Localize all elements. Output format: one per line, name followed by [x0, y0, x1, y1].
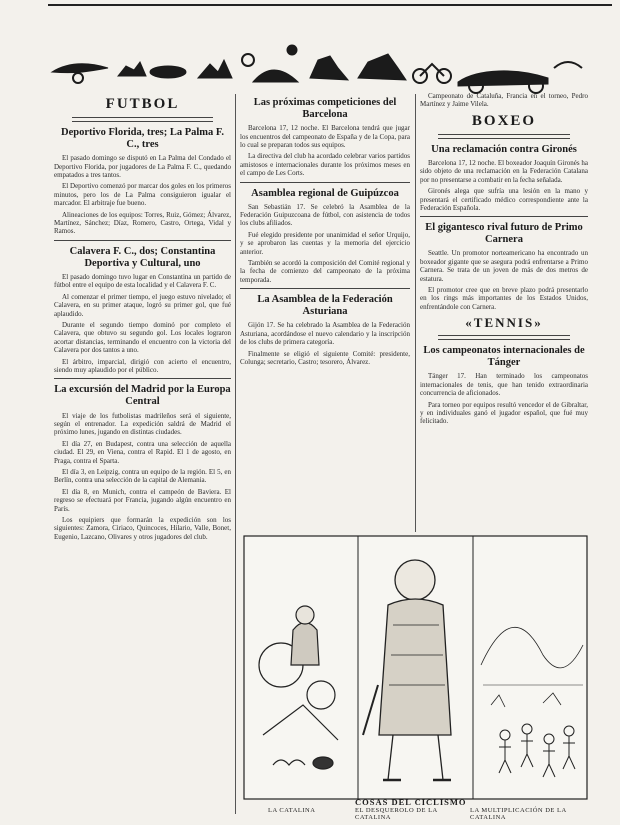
divider [240, 288, 410, 289]
article-paragraph: Durante el segundo tiempo dominó por completo el Calavera, que obtuvo su segundo gol. Los locales lograron acortar distancias, terminando el encuentro con la victoria del Calavera por dos tantos a uno. [54, 320, 231, 355]
article-paragraph: San Sebastián 17. Se celebró la Asamblea de la Federación Guipuzcoana de fútbol, con asistencia de todos los clubs afiliados. [240, 202, 410, 228]
article-paragraph: El pasado domingo se disputó en La Palma del Condado el Deportivo Florida, por jugadores de La Palma F. C., quedando empatados a tres tantos. [54, 154, 231, 179]
cartoon-caption: EL DESQUEROLO DE LA CATALINA [355, 807, 438, 821]
article-paragraph: El árbitro, imparcial, dirigió con acierto el encuentro, siendo muy aplaudido por el público. [54, 357, 231, 374]
article-headline: Los campeonatos internacionales de Tánger [423, 345, 585, 369]
article-paragraph: Seattle. Un promotor norteamericano ha encontrado un boxeador gigante que se asegura podrá enfrentarse a Primo Carnera. Se trata de un joven de más de dos metros de estatura. [420, 249, 588, 283]
article-paragraph: Para torneo por equipos resultó vencedor el de Gibraltar, y en individuales ganó el jugador español, que fué muy felicitado. [420, 400, 588, 426]
article-headline: La Asamblea de la Federación Asturiana [257, 294, 393, 318]
article-paragraph: El promotor cree que en breve plazo podrá presentarlo en los rings más importantes de los Estados Unidos, enfrentándole con Carnera. [420, 286, 588, 311]
article-paragraph: El viaje de los futbolistas madrileños será el siguiente, según el entrenador. La expedición saldrá de Madrid el próximo lunes, jugando en distintas ciudades. [54, 411, 231, 437]
article-paragraph: Fué elegido presidente por unanimidad el señor Urquijo, y se aprobaron las cuentas y la memoria del ejercicio anterior. [240, 230, 410, 256]
column-1 [54, 92, 231, 814]
cartoon-title: COSAS DEL CICLISMO [355, 797, 467, 807]
divider [420, 216, 588, 217]
article-paragraph: Gironés alega que sufría una lesión en la mano y presentará el certificado médico correspondiente ante la Federación Española. [420, 187, 588, 212]
sports-banner-illustration [48, 38, 588, 98]
article-headline: Calavera F. C., dos; Constantina Deportiva y Cultural, uno [69, 245, 216, 269]
article-paragraph: El Deportivo comenzó por marcar dos goles en los primeros minutos, pero los de La Palma consiguieron igualar el marcador. El arbitraje fue bueno. [54, 182, 231, 208]
article-headline: Deportivo Florida, tres; La Palma F. C., tres [60, 127, 225, 151]
article-paragraph: La directiva del club ha acordado celebrar varios partidos amistosos e internacionales durante los próximos meses en el campo de Les Corts. [240, 152, 410, 178]
top-rule [48, 4, 612, 6]
column-2 [240, 92, 410, 530]
article-paragraph: También se acordó la composición del Comité regional y la fecha de comienzo del campeonato de la próxima temporada. [240, 259, 410, 284]
article-paragraph: El día 3, en Leipzig, contra un equipo de la región. El 5, en Berlín, contra una selección de la capital de Alemania. [54, 467, 231, 485]
column-rule [235, 94, 236, 814]
article-paragraph: Finalmente se eligió el siguiente Comité: presidente, Colunga; secretario, Castro; tesorero, Álvarez. [240, 349, 410, 367]
article-paragraph: Barcelona 17, 12 noche. El Barcelona tendrá que jugar los encuentros del campeonato de España y de la Copa, para lo cual se preparan todos sus equipos. [240, 124, 410, 149]
article-paragraph: El día 8, en Munich, contra el campeón de Baviera. El regreso se efectuará por Francia, jugando algún encuentro en París. [54, 487, 231, 513]
column-rule [415, 94, 416, 532]
article-headline: La excursión del Madrid por la Europa Central [54, 384, 231, 408]
section-title-tennis: «TENNIS» [465, 315, 543, 331]
article-paragraph: Tánger 17. Han terminado los campeonatos internacionales de tenis, que han tenido extraordinaria concurrencia de aficionados. [420, 372, 588, 398]
article-paragraph: Los equipiers que formarán la expedición son los siguientes: Zamora, Ciriaco, Quincoces, Hilario, Valle, Bonet, Eugenio, Lazcano, Olivares y otros jugadores del club. [54, 515, 231, 541]
article-paragraph: El pasado domingo tuvo lugar en Constantina un partido de fútbol entre el equipo de esta localidad y el Calavera F. C. [54, 272, 231, 290]
section-title-boxeo: BOXEO [471, 112, 537, 129]
ornament-divider [72, 117, 213, 122]
column-3 [420, 92, 588, 530]
article-headline: Una reclamación contra Gironés [431, 143, 577, 155]
ornament-divider [438, 335, 570, 340]
article-paragraph: Campeonato de Cataluña, Francia en el torneo, Pedro Martínez y Jaime Vilela. [420, 92, 588, 109]
ornament-divider [438, 134, 570, 139]
divider [54, 378, 231, 379]
article-paragraph: Alineaciones de los equipos: Torres, Ruiz, Gómez; Álvarez, Martínez, Sánchez; Díaz, Romero, Castro, Ortega, Vidal y Ramos. [54, 210, 231, 236]
article-headline: Asamblea regional de Guipúzcoa [251, 187, 399, 199]
cartoon-caption: LA CATALINA [268, 807, 316, 814]
cycling-cartoon [243, 535, 588, 800]
section-title-futbol: FUTBOL [105, 96, 180, 112]
divider [54, 240, 231, 241]
divider [240, 182, 410, 183]
article-headline: Las próximas competiciones del Barcelona [253, 97, 397, 121]
cartoon-caption: LA MULTIPLICACIÓN DE LA CATALINA [470, 807, 567, 821]
article-paragraph: El día 27, en Budapest, contra una selección de aquella ciudad. El 29, en Viena, contra el Rapid. El 1 de agosto, en Praga, contra el Sparta. [54, 439, 231, 465]
article-headline: El gigantesco rival futuro de Primo Carnera [425, 222, 583, 246]
article-paragraph: Gijón 17. Se ha celebrado la Asamblea de la Federación Asturiana, acordándose el nuevo calendario y la inscripción de los clubs de primera categoría. [240, 321, 410, 347]
article-paragraph: Al comenzar el primer tiempo, el juego estuvo nivelado; el Calavera, en su primer ataque, logró su primer gol, que fué aplaudido. [54, 292, 231, 318]
article-paragraph: Barcelona 17, 12 noche. El boxeador Joaquín Gironés ha sido objeto de una reclamación en la Federación Catalana por no presentarse a combatir en la fecha señalada. [420, 158, 588, 184]
